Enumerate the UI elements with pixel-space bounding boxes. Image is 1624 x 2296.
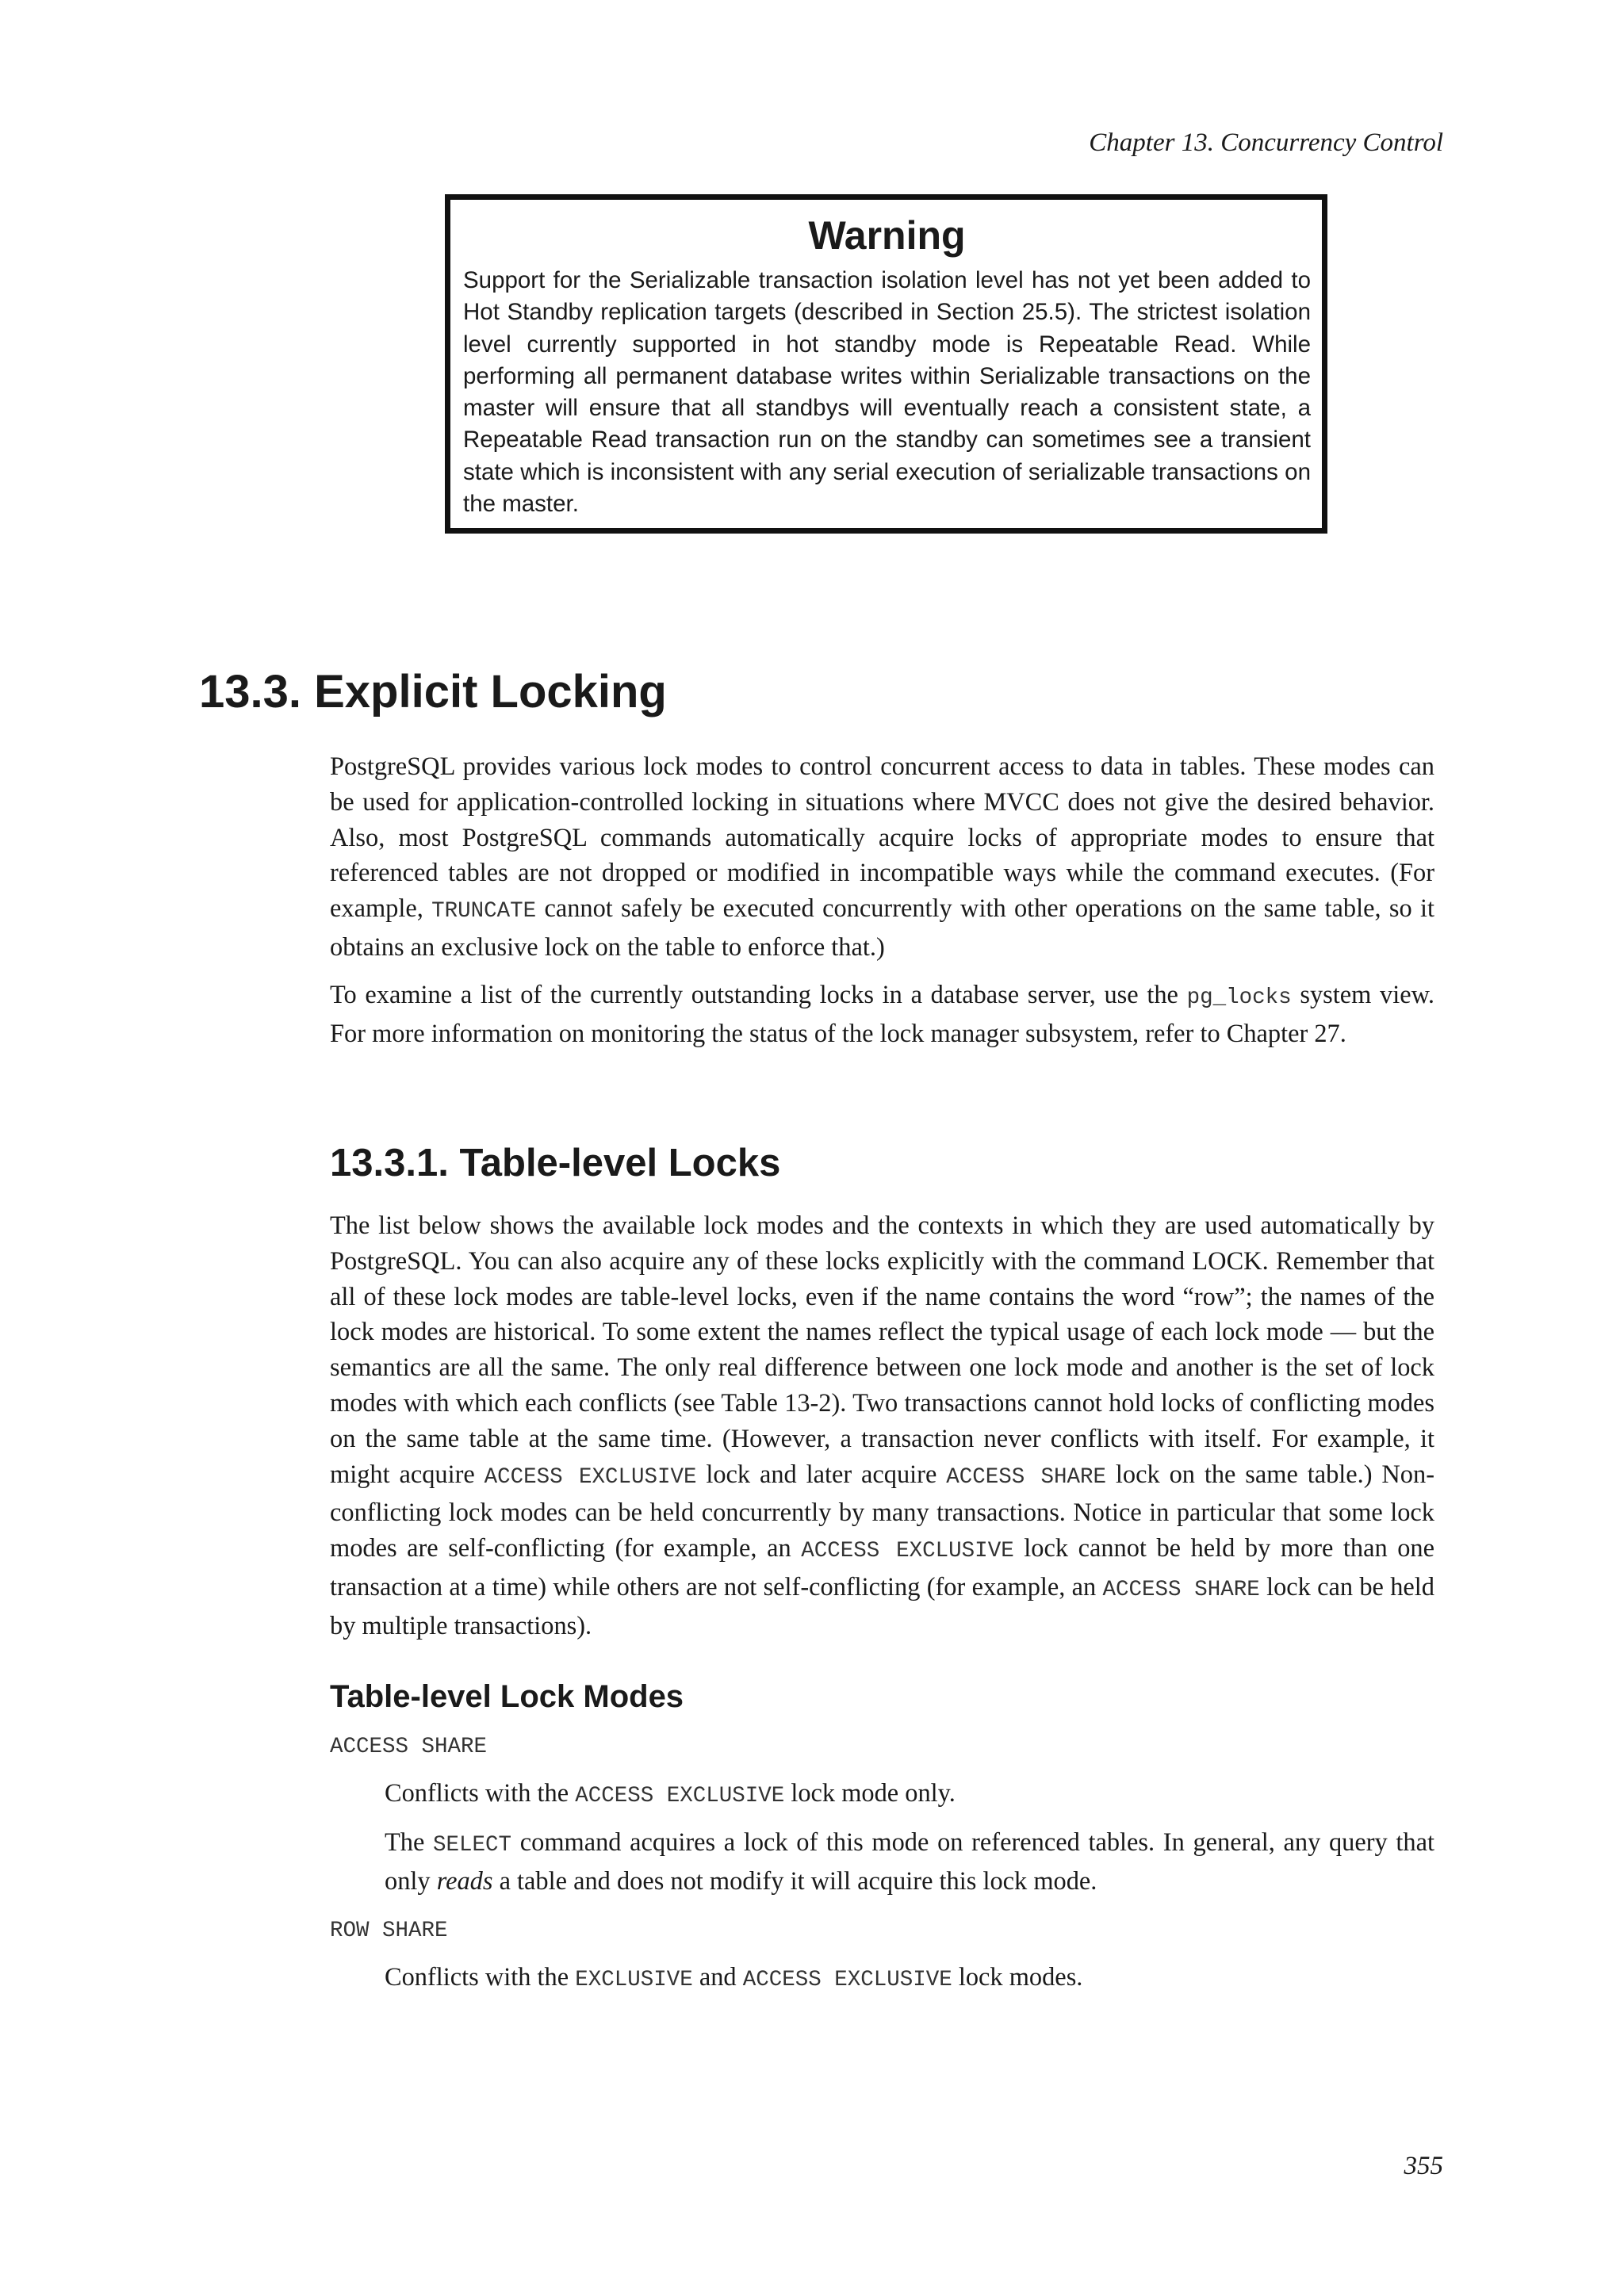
subsection-title: 13.3.1. Table-level Locks (330, 1142, 781, 1184)
text: lock mode only. (784, 1779, 956, 1808)
text: The (385, 1828, 434, 1857)
code-access-exclusive: ACCESS EXCLUSIVE (801, 1539, 1014, 1564)
text: The list below shows the available lock modes and the contexts in which they are used automatically by PostgreSQL. You can also acquire any of these locks explicitly with the command LOCK. Remember that all of these lock modes are table-level locks, even if the name contains the word “row”; the names of the lock modes are historical. To some extent the names reflect the typical usage of each lock mode — but the semantics are all the same. The only real difference between one lock mode and another is the set of lock modes with which each conflicts (see Table 13-2). Two transactions cannot hold locks of conflicting modes on the same table at the same time. (However, a transaction never conflicts with itself. For example, it might acquire (330, 1211, 1434, 1489)
emphasis-reads: reads (436, 1866, 493, 1896)
text: and (692, 1963, 743, 1992)
text: a table and does not modify it will acquire this lock mode. (492, 1866, 1097, 1896)
running-header: Chapter 13. Concurrency Control (1089, 128, 1443, 157)
text: lock and later acquire (696, 1460, 947, 1489)
text: Conflicts with the (385, 1779, 576, 1808)
code-access-exclusive: ACCESS EXCLUSIVE (742, 1968, 952, 1992)
code-exclusive: EXCLUSIVE (575, 1968, 693, 1992)
text: To examine a list of the currently outstanding locks in a database server, use the (330, 981, 1187, 1009)
code-truncate: TRUNCATE (431, 899, 537, 924)
warning-box (445, 194, 1327, 534)
text: lock on the same table.) Non-conflicting lock modes can be held concurrently by many transactions. Notice in particular that some lock modes are self-conflicting (for example, an (330, 1460, 1434, 1563)
code-access-share: ACCESS SHARE (946, 1464, 1107, 1490)
subsection-paragraph (330, 1208, 1434, 1644)
text: system view. For more information on monitoring the status of the lock manager subsystem, refer to Chapter 27. (330, 981, 1434, 1048)
definition-access-share-2 (385, 1825, 1434, 1900)
section-paragraph-2 (330, 978, 1434, 1052)
text: lock can be held by multiple transactions). (330, 1572, 1434, 1640)
warning-text: Support for the Serializable transaction isolation level has not yet been added to Hot Standby replication targets (described in Section 25.5). The strictest isolation level currently supported in hot standby mode is Repeatable Read. While performing all permanent database writes within Serializable transactions on the master will ensure that all standbys will eventually reach a consistent state, a Repeatable Read transaction run on the standby can sometimes see a transient state which is inconsistent with any serial execution of serializable transactions on the master. (463, 267, 1311, 518)
term-access-share: ACCESS SHARE (330, 1735, 488, 1759)
section-title: 13.3. Explicit Locking (199, 666, 667, 718)
text: Conflicts with the (385, 1963, 576, 1992)
warning-title: Warning (808, 213, 966, 258)
code-pg-locks: pg_locks (1186, 985, 1292, 1010)
code-select: SELECT (433, 1833, 512, 1858)
definition-row-share-1 (385, 1960, 1434, 1999)
term-row-share: ROW SHARE (330, 1919, 448, 1943)
page-number: 355 (1404, 2152, 1443, 2180)
code-access-exclusive: ACCESS EXCLUSIVE (484, 1464, 697, 1490)
text: command acquires a lock of this mode on referenced tables. In general, any query that only (385, 1828, 1434, 1896)
text: cannot safely be executed concurrently with other operations on the same table, so it obtains an exclusive lock on the table to enforce that.) (330, 894, 1434, 962)
section-paragraph-1 (330, 749, 1434, 966)
code-access-exclusive: ACCESS EXCLUSIVE (575, 1784, 785, 1808)
text: lock modes. (952, 1963, 1083, 1992)
text: lock cannot be held by more than one transaction at a time) while others are not self-conflicting (for example, an (330, 1534, 1434, 1601)
lock-modes-title: Table-level Lock Modes (330, 1679, 684, 1714)
text: PostgreSQL provides various lock modes to control concurrent access to data in tables. These modes can be used for application-controlled locking in situations where MVCC does not give the desired behavior. Also, most PostgreSQL commands automatically acquire locks of appropriate modes to ensure that referenced tables are not dropped or modified in incompatible ways while the command executes. (For example, (330, 752, 1434, 924)
code-access-share: ACCESS SHARE (1102, 1577, 1260, 1602)
definition-access-share-1 (385, 1776, 1434, 1815)
